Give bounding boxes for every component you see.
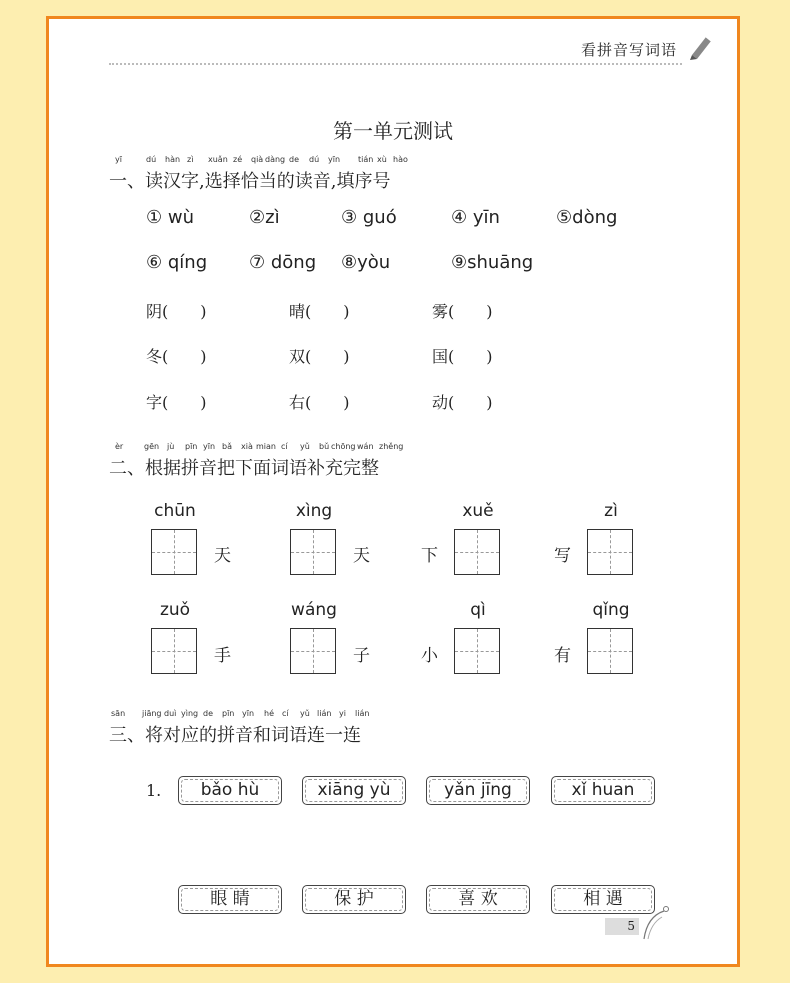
- pinyin-annotation: bǎ: [222, 442, 232, 451]
- word-char: 手: [214, 646, 231, 666]
- writing-grid[interactable]: [587, 628, 633, 674]
- section-2-heading: 二、根据拼音把下面词语补充完整: [109, 458, 379, 479]
- pinyin-prompt: qì: [470, 600, 486, 620]
- writing-grid[interactable]: [454, 529, 500, 575]
- option-3: ③ guó: [341, 207, 397, 228]
- option-9: ⑨shuāng: [451, 252, 534, 273]
- word-char: 下: [421, 546, 438, 566]
- question-number: 1.: [146, 781, 162, 800]
- writing-grid[interactable]: [151, 529, 197, 575]
- section-3-pinyin: [109, 709, 709, 719]
- header-title: 看拼音写词语: [580, 41, 677, 59]
- section-2-pinyin: [109, 442, 709, 452]
- word-char: 子: [353, 646, 370, 666]
- pinyin-annotation: xuǎn: [208, 155, 228, 164]
- option-8: ⑧yòu: [341, 252, 391, 273]
- word-char: 小: [421, 646, 438, 666]
- page-number: 5: [605, 918, 639, 935]
- writing-grid[interactable]: [151, 628, 197, 674]
- writing-grid[interactable]: [290, 628, 336, 674]
- pinyin-annotation: lián: [317, 709, 332, 718]
- pinyin-annotation: zé: [233, 155, 243, 164]
- pinyin-annotation: qià: [251, 155, 264, 164]
- word-char: 写: [554, 546, 571, 566]
- word-char: 有: [554, 646, 571, 666]
- pinyin-annotation: zhěng: [379, 442, 404, 451]
- section-1: [109, 155, 709, 193]
- pinyin-annotation: yīn: [328, 155, 341, 164]
- section-1-pinyin: [109, 155, 709, 165]
- pinyin-annotation: de: [203, 709, 213, 718]
- pinyin-annotation: xù: [377, 155, 387, 164]
- writing-grid[interactable]: [290, 529, 336, 575]
- answer-blank[interactable]: 双( ): [289, 347, 350, 366]
- pinyin-prompt: xuě: [462, 501, 494, 521]
- pinyin-annotation: hào: [393, 155, 408, 164]
- pinyin-pill[interactable]: xǐ huan: [551, 776, 655, 805]
- answer-blank[interactable]: 阴( ): [146, 302, 207, 321]
- pinyin-annotation: pīn: [185, 442, 198, 451]
- answer-blank[interactable]: 国( ): [432, 347, 493, 366]
- pinyin-annotation: dàng: [265, 155, 286, 164]
- section-2: [109, 442, 709, 480]
- pinyin-prompt: zì: [604, 501, 618, 521]
- option-5: ⑤dòng: [556, 207, 618, 228]
- option-7: ⑦ dōng: [249, 252, 317, 273]
- pinyin-annotation: pīn: [222, 709, 235, 718]
- pinyin-annotation: xià: [241, 442, 253, 451]
- answer-blank[interactable]: 动( ): [432, 393, 493, 412]
- word-pill[interactable]: 眼 睛: [178, 885, 282, 914]
- pinyin-annotation: hé: [264, 709, 274, 718]
- pinyin-prompt: qǐng: [592, 600, 630, 620]
- writing-grid[interactable]: [587, 529, 633, 575]
- option-6: ⑥ qíng: [146, 252, 208, 273]
- pinyin-prompt: xìng: [295, 501, 333, 521]
- pinyin-annotation: lián: [355, 709, 370, 718]
- word-pill[interactable]: 喜 欢: [426, 885, 530, 914]
- section-1-heading: 一、读汉字,选择恰当的读音,填序号: [109, 171, 391, 192]
- pinyin-annotation: yǔ: [300, 442, 310, 451]
- page-header: [109, 33, 682, 65]
- feather-icon: [640, 905, 670, 941]
- page-title: 第一单元测试: [333, 119, 453, 143]
- pinyin-annotation: yǔ: [300, 709, 310, 718]
- pinyin-prompt: wáng: [291, 600, 337, 620]
- pinyin-annotation: yīn: [203, 442, 216, 451]
- pinyin-prompt: chūn: [154, 501, 196, 521]
- pinyin-annotation: yi: [339, 709, 346, 718]
- answer-blank[interactable]: 右( ): [289, 393, 350, 412]
- word-char: 天: [353, 546, 370, 566]
- pinyin-annotation: mian: [256, 442, 276, 451]
- pinyin-annotation: jiāng: [142, 709, 162, 718]
- pinyin-annotation: chōng: [331, 442, 356, 451]
- pinyin-annotation: wán: [357, 442, 374, 451]
- pencil-icon: [686, 33, 712, 61]
- pinyin-annotation: tián: [358, 155, 374, 164]
- pinyin-annotation: yìng: [181, 709, 199, 718]
- section-3: [109, 709, 709, 747]
- pinyin-annotation: hàn: [165, 155, 181, 164]
- pinyin-annotation: èr: [115, 442, 124, 451]
- word-pill[interactable]: 相 遇: [551, 885, 655, 914]
- option-1: ① wù: [146, 207, 194, 228]
- writing-grid[interactable]: [454, 628, 500, 674]
- pinyin-annotation: yīn: [242, 709, 255, 718]
- answer-blank[interactable]: 晴( ): [289, 302, 350, 321]
- pinyin-annotation: cí: [281, 442, 288, 451]
- pinyin-pill[interactable]: xiāng yù: [302, 776, 406, 805]
- answer-blank[interactable]: 雾( ): [432, 302, 493, 321]
- option-4: ④ yīn: [451, 207, 500, 228]
- worksheet-page: [46, 16, 740, 967]
- pinyin-annotation: gēn: [144, 442, 160, 451]
- pinyin-annotation: duì: [164, 709, 177, 718]
- word-pill[interactable]: 保 护: [302, 885, 406, 914]
- pinyin-annotation: bǔ: [319, 442, 330, 451]
- pinyin-annotation: zì: [187, 155, 194, 164]
- pinyin-prompt: zuǒ: [159, 600, 191, 620]
- pinyin-annotation: de: [289, 155, 299, 164]
- option-2: ②zì: [249, 207, 280, 228]
- pinyin-annotation: sān: [111, 709, 126, 718]
- pinyin-pill[interactable]: bǎo hù: [178, 776, 282, 805]
- pinyin-pill[interactable]: yǎn jīng: [426, 776, 530, 805]
- pinyin-annotation: cí: [282, 709, 289, 718]
- word-char: 天: [214, 546, 231, 566]
- answer-blank[interactable]: 字( ): [146, 393, 207, 412]
- pinyin-annotation: jù: [167, 442, 175, 451]
- section-3-heading: 三、将对应的拼音和词语连一连: [109, 725, 361, 746]
- pinyin-annotation: yī: [115, 155, 122, 164]
- pinyin-annotation: dú: [309, 155, 320, 164]
- pinyin-annotation: dú: [146, 155, 157, 164]
- answer-blank[interactable]: 冬( ): [146, 347, 207, 366]
